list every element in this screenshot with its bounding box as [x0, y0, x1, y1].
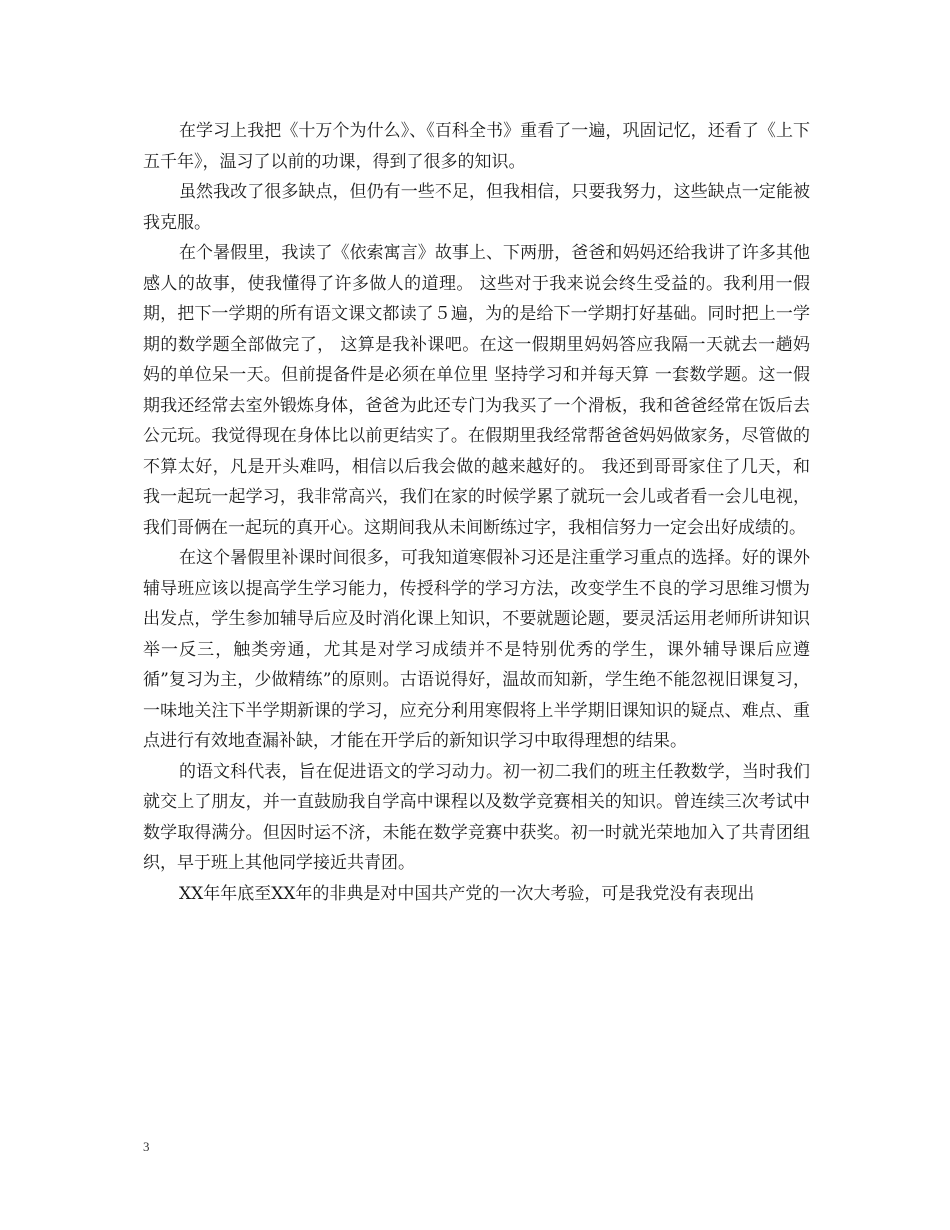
page-number: 3 — [143, 1139, 150, 1154]
paragraph: XX年年底至XX年的非典是对中国共产党的一次大考验，可是我党没有表现出 — [179, 883, 755, 904]
paragraph: 在这个暑假里补课时间很多，可我知道寒假补习还是注重学习重点的选择。好的课外辅导班应该以提高学生学习能力，传授科学的学习方法，改变学生不良的学习思维习惯为出发点，学生参加辅导后应及时消化课上知识，不要就题论题，要灵活运用老师所讲知识举一反三，触类旁通，尤其是对学习成绩并不是特别优秀的学生，课外辅导课后应遵循”复习为主，少做精练”的原则。古语说得好，温故而知新，学生绝不能忽视旧课复习，一味地关注下半学期新课的学习，应充分利用寒假将上半学期旧课知识的疑点、难点、重点进行有效地查漏补缺，才能在开学后的新知识学习中取得理想的结果。 — [143, 548, 810, 751]
paragraph: 在学习上我把《十万个为什么》、《百科全书》重看了一遍，巩固记忆，还看了《上下五千年》，温习了以前的功课，得到了很多的知识。 — [143, 121, 810, 172]
paragraph: 虽然我改了很多缺点，但仍有一些不足，但我相信，只要我努力，这些缺点一定能被我克服。 — [143, 182, 810, 233]
paragraph: 的语文科代表，旨在促进语文的学习动力。初一初二我们的班主任教数学，当时我们就交上了朋友，并一直鼓励我自学高中课程以及数学竞赛相关的知识。曾连续三次考试中数学取得满分。但因时运不济，未能在数学竞赛中获奖。初一时就光荣地加入了共青团组织，早于班上其他同学接近共青团。 — [143, 761, 810, 873]
paragraph: 在个暑假里，我读了《依索寓言》故事上、下两册，爸爸和妈妈还给我讲了许多其他感人的故事，使我懂得了许多做人的道理。 这些对于我来说会终生受益的。我利用一假期，把下一学期的所有语文课文都读了５遍，为的是给下一学期打好基础。同时把上一学期的数学题全部做完了， 这算是我补课吧。在这一假期里妈妈答应我隔一天就去一趟妈妈的单位呆一天。但前提备件是必须在单位里 坚持学习和并每天算 一套数学题。这一假期我还经常去室外锻炼身体，爸爸为此还专门为我买了一个滑板，我和爸爸经常在饭后去公元玩。我觉得现在身体比以前更结实了。在假期里我经常帮爸爸妈妈做家务，尽管做的不算太好，凡是开头难吗，相信以后我会做的越来越好的。 我还到哥哥家住了几天，和我一起玩一起学习，我非常高兴，我们在家的时候学累了就玩一会儿或者看一会儿电视，我们哥俩在一起玩的真开心。这期间我从未间断练过字，我相信努力一定会出好成绩的。 — [143, 243, 810, 538]
body-text — [143, 116, 810, 909]
